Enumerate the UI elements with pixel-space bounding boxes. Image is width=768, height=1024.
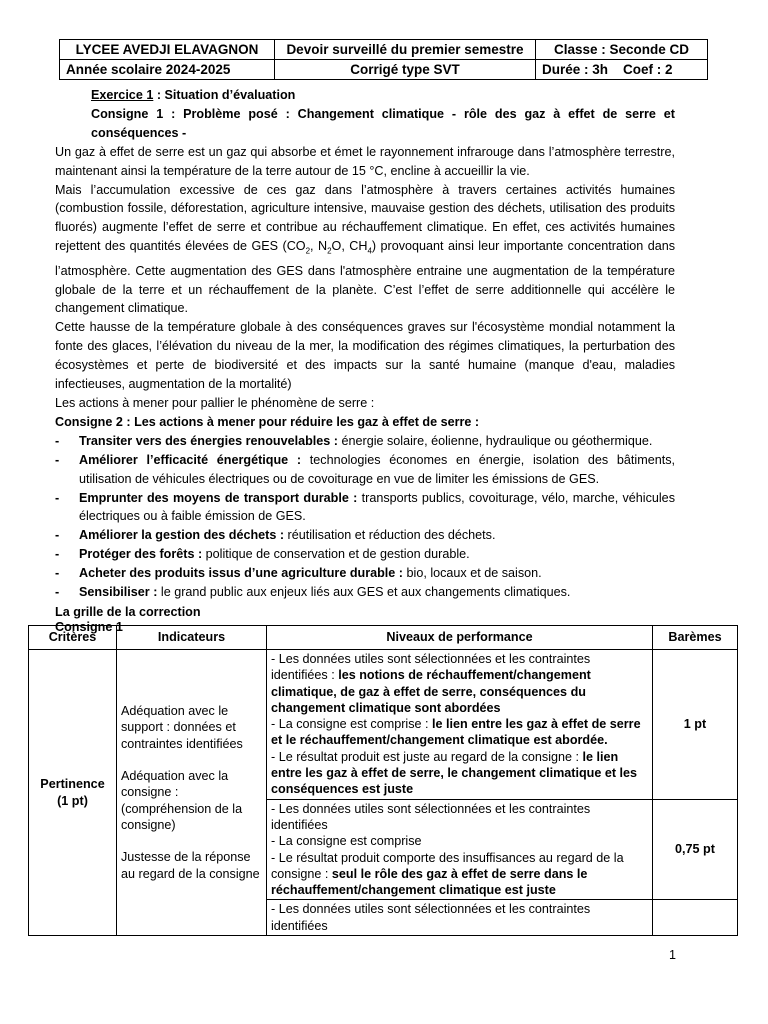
indicators-cell bbox=[117, 650, 267, 936]
duration-coef: Durée : 3h Coef : 2 bbox=[536, 60, 708, 80]
school-year: Année scolaire 2024-2025 bbox=[60, 60, 275, 80]
list-item: - Acheter des produits issus d’une agriculture durable : bio, locaux et de saison. bbox=[55, 566, 542, 581]
school-name: LYCEE AVEDJI ELAVAGNON bbox=[60, 40, 275, 60]
level-2-cell: - Les données utiles sont sélectionnées et les contraintes identifiées - La consigne est comprise - Le résultat produit comporte des insuffisances au regard de la consigne : seul le rôle des gaz à effet de serre dans le réchauffement/changement climatique est juste bbox=[267, 799, 653, 900]
list-item: - Sensibiliser : le grand public aux enjeux liés aux GES et aux changements climatiques. bbox=[55, 585, 571, 600]
exam-title: Devoir surveillé du premier semestre bbox=[275, 40, 536, 60]
criterion-label: Pertinence (1 pt) bbox=[40, 777, 105, 808]
list-item: - Améliorer l’efficacité énergétique : technologies économes en énergie, isolation des bâtiments, utilisation de véhicules électriques ou de covoiturage en vue de limiter les émissions de GES. bbox=[55, 452, 675, 486]
grid-subtitle: Consigne 1 bbox=[55, 619, 123, 634]
score-level-1: 1 pt bbox=[653, 650, 738, 800]
correction-grid bbox=[28, 625, 738, 936]
level-3-cell: - Les données utiles sont sélectionnées et les contraintes identifiées bbox=[267, 900, 653, 936]
exercise-heading: Exercice 1 : Situation d’évaluation bbox=[91, 88, 296, 102]
header-table bbox=[59, 39, 708, 80]
indicator-3: Justesse de la réponse au regard de la consigne bbox=[121, 850, 260, 881]
list-item: - Transiter vers des énergies renouvelables : énergie solaire, éolienne, hydraulique ou géothermique. bbox=[55, 433, 653, 448]
score-level-3 bbox=[653, 900, 738, 936]
consigne2-heading: Consigne 2 : Les actions à mener pour réduire les gaz à effet de serre : bbox=[55, 414, 480, 429]
score-level-2: 0,75 pt bbox=[653, 799, 738, 900]
col-header-scores: Barèmes bbox=[653, 626, 738, 650]
level-1-cell: - Les données utiles sont sélectionnées et les contraintes identifiées : les notions de réchauffement/changement climatique, de gaz à effet de serre, conséquences du changement climatique sont abordées - La consigne est comprise : le lien entre les gaz à effet de serre et le réchauffement/changement climatique est abordée. - Le résultat produit est juste au regard de la consigne : le lien entre les gaz à effet de serre, le changement climatique et les conséquences est juste bbox=[267, 650, 653, 800]
indicator-1: Adéquation avec le support : données et contraintes identifiées bbox=[121, 704, 243, 751]
list-item: - Emprunter des moyens de transport durable : transports publics, covoiturage, vélo, marche, véhicules électriques ou à faible émission de GES. bbox=[55, 490, 675, 524]
consigne1-heading: Consigne 1 : Problème posé : Changement climatique - rôle des gaz à effet de serre et conséquences - bbox=[91, 106, 675, 140]
criterion-cell bbox=[29, 650, 117, 936]
paragraph-2: Mais l’accumulation excessive de ces gaz dans l’atmosphère à travers certaines activités humaines (combustion fossile, déforestation, agriculture intensive, mauvaise gestion des déchets, utilisation des produits fluorés) augmente l’effet de serre et contribue au réchauffement climatique. En effet, ces activités humaines rejettent des quantités élevées de GES ($CO_2$, $N_2O$, $CH_4$) provoquant ainsi leur importante concentration dans l’atmosphère. Cette augmentation des GES dans l'atmosphère entraine une augmentation de la température globale de la terre et un réchauffement de la planète. C’est l’effet de serre additionnelle qui accélère le changement climatique. bbox=[55, 182, 676, 316]
document-body bbox=[55, 86, 675, 634]
doc-type: Corrigé type SVT bbox=[275, 60, 536, 80]
actions-list bbox=[55, 432, 675, 602]
paragraph-1: Un gaz à effet de serre est un gaz qui absorbe et émet le rayonnement infrarouge dans l’atmosphère terrestre, maintenant ainsi la température de la terre autour de 15 °C, encline à accueillir la vie. bbox=[55, 144, 675, 178]
paragraph-3: Cette hausse de la température globale à des conséquences graves sur l'écosystème mondial notamment la fonte des glaces, l’élévation du niveau de la mer, la modification des régimes climatiques, la perturbation des écosystèmes et perte de biodiversité et des impacts sur la santé humaine (manque d'eau, maladies infectieuses, augmentation de la mortalité) bbox=[55, 320, 675, 392]
col-header-criteria: Critères bbox=[29, 626, 117, 650]
list-item: - Améliorer la gestion des déchets : réutilisation et réduction des déchets. bbox=[55, 528, 496, 543]
col-header-levels: Niveaux de performance bbox=[267, 626, 653, 650]
col-header-indicators: Indicateurs bbox=[117, 626, 267, 650]
indicator-2: Adéquation avec la consigne : (compréhension de la consigne) bbox=[121, 769, 243, 832]
list-item: - Protéger des forêts : politique de conservation et de gestion durable. bbox=[55, 547, 470, 562]
grid-title: La grille de la correction bbox=[55, 604, 201, 619]
paragraph-4: Les actions à mener pour pallier le phénomène de serre : bbox=[55, 396, 375, 411]
page-number: 1 bbox=[669, 948, 677, 962]
class-label: Classe : Seconde CD bbox=[536, 40, 708, 60]
